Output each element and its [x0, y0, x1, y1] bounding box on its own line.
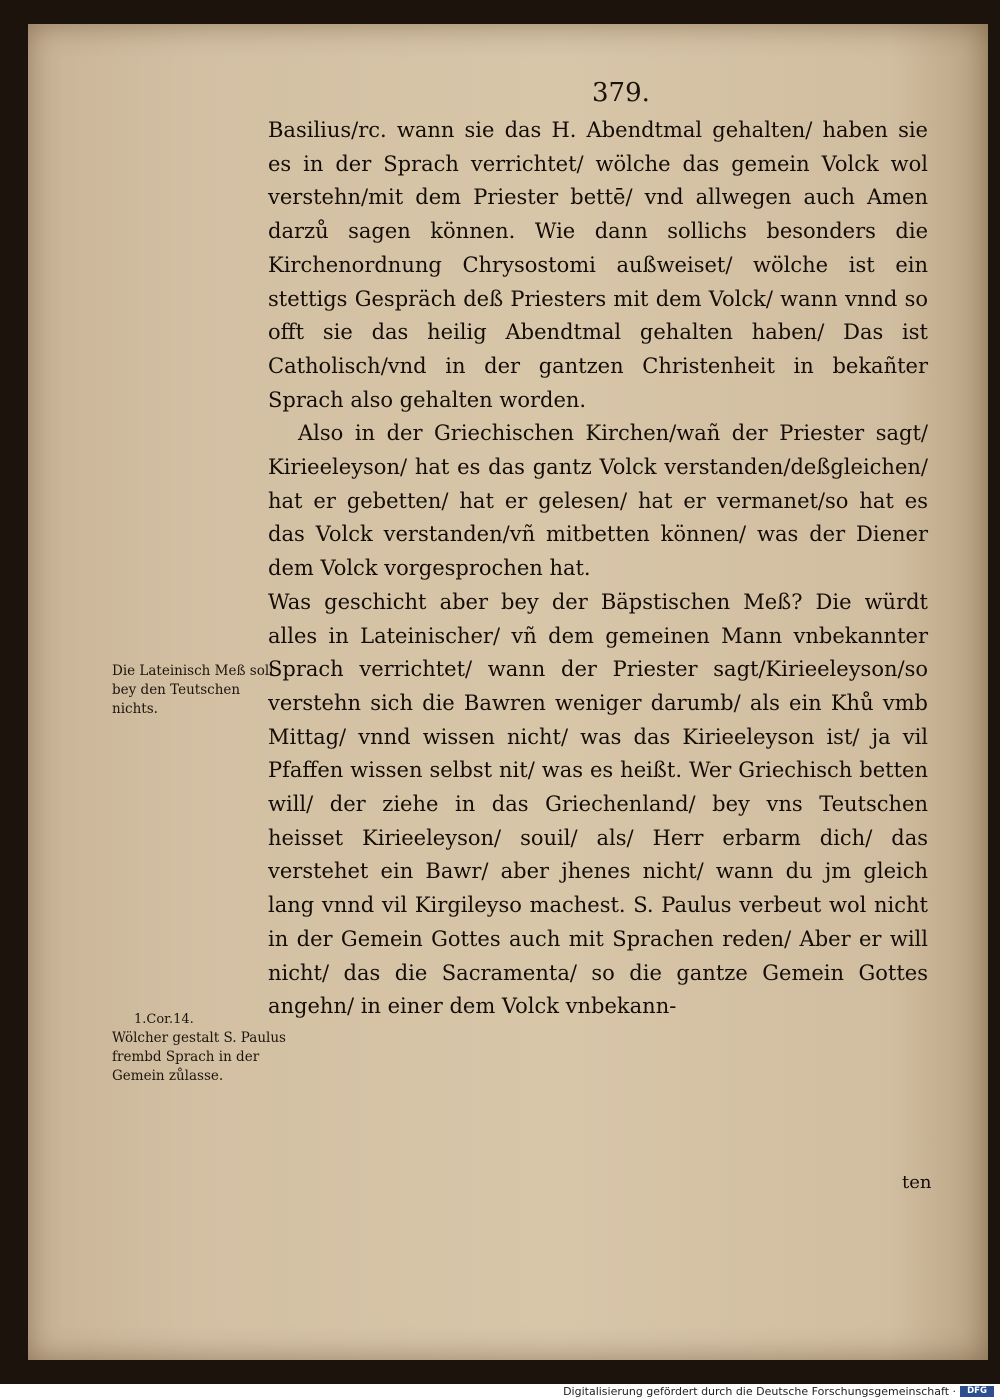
- page-number: 379.: [592, 78, 650, 108]
- paragraph-3: Was geschicht aber bey der Bäpstischen Meß? Die würdt alles in Lateinischer/ vñ dem gemeinen Mann vnbekannter Sprach verrichtet/ wann der Priester sagt/Kirieeleyson/so verstehn sich die Bawren weniger darumb/ als ein Khů vmb Mittag/ vnnd wissen nicht/ was das Kirieeleyson ist/ ja vil Pfaffen wissen selbst nit/ was es heißt. Wer Griechisch betten will/ der ziehe in das Griechenland/ bey vns Teutschen heisset Kirieeleyson/ souil/ als/ Herr erbarm dich/ das verstehet ein Bawr/ aber jhenes nicht/ wann du jm gleich lang vnnd vil Kirgileyso machest. S. Paulus verbeut wol nicht in der Gemein Gottes auch mit Sprachen reden/ Aber er will nicht/ das die Sacramenta/ so die gantze Gemein Gottes angehn/ in einer dem Volck vnbekann-: [268, 589, 928, 1019]
- margin-note-latin-mass: [112, 662, 290, 719]
- dfg-logo: DFG: [960, 1386, 994, 1397]
- main-text-block: [268, 114, 928, 1024]
- paragraph-2: Also in der Griechischen Kirchen/wañ der Priester sagt/ Kirieeleyson/ hat es das gantz Volck verstanden/deßgleichen/ hat er gebetten/ hat er gelesen/ hat er vermanet/so hat es das Volck verstanden/vñ mitbetten können/ was der Diener dem Volck vorgesprochen hat.: [268, 421, 928, 581]
- margin-note-reference: 1.Cor.14.: [134, 1012, 194, 1027]
- margin-note-text: Wölcher gestalt S. Paulus frembd Sprach in der Gemein zůlasse.: [112, 1030, 286, 1084]
- catchword: ten: [902, 1172, 932, 1193]
- paragraph-1: Basilius/rc. wann sie das H. Abendtmal gehalten/ haben sie es in der Sprach verrichtet/ wölche das gemein Volck wol verstehn/mit dem Priester bettē/ vnd allwegen auch Amen darzů sagen können. Wie dann sollichs besonders die Kirchenordnung Chrysostomi außweiset/ wölche ist ein stettigs Gespräch deß Priesters mit dem Volck/ wann vnnd so offt sie das heilig Abendtmal gehalten haben/ Das ist Catholisch/vnd in der gantzen Christenheit in bekañter Sprach also gehalten worden.: [268, 118, 928, 412]
- margin-note-paulus: [112, 1010, 290, 1086]
- footer-bar: [0, 1384, 1000, 1400]
- footer-credit: Digitalisierung gefördert durch die Deutsche Forschungsgemeinschaft ·: [563, 1385, 956, 1398]
- margin-note-text: Die Lateinisch Meß soll bey den Teutschen nichts.: [112, 663, 274, 717]
